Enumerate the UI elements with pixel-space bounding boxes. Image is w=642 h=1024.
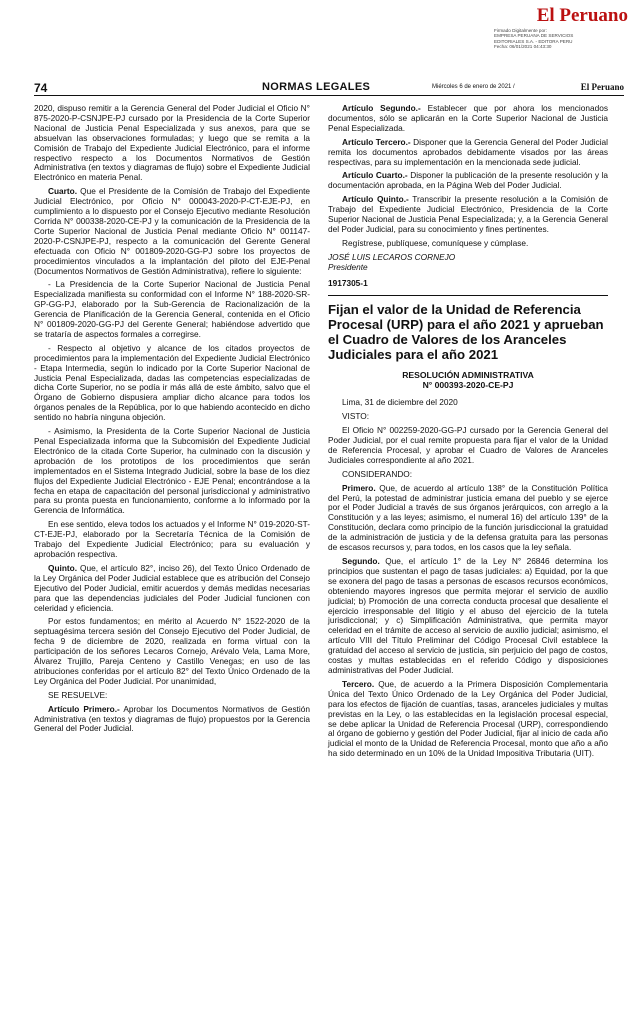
resolution-number: N° 000393-2020-CE-PJ [422,380,514,391]
signature-line: EDITORIALES S.A. - EDITORA PERU [494,38,573,44]
paragraph-text: Que, el artículo 1° de la Ley N° 26846 determina los principios que sustentan el pago de tasas judiciales: a) Equidad, por la que se exonera del pago de tasas a personas de escasos recursos económicos, obteniendo mayores ingresos que permita mejorar el servicio de auxilio judicial; b) Promoción de una correcta conducta procesal que desaliente el ejercicio irresponsable del litigio y el abuso del ejercicio de la tutela jurisdiccional; y c) Simplificación Administrativa, que permita mayor celeridad en el trámite de acceso al servicio de auxilio judicial; asimismo, el artículo VIII del Título Preliminar del Código Procesal Civil establece la gratuidad del acceso al servicio de justicia, sin perjuicio del pago de costos, costas y multas establecidas en el referido Código y disposiciones administrativas del Poder Judicial. [328,556,608,675]
article-title: Fijan el valor de la Unidad de Referencia Procesal (URP) para el año 2021 y aprueban el Cuadro de Valores de los Aranceles Judiciales para el año 2021 [328,301,604,363]
paragraph-lead: Artículo Segundo.- [342,103,421,113]
header-logo: El Peruano [580,82,624,92]
paragraph-lead: Quinto. [48,562,78,573]
paragraph: 2020, dispuso remitir a la Gerencia General del Poder Judicial el Oficio N° 875-2020-P-CSNJPE-PJ cursado por la Presidencia de la Corte Superior Nacional de Justicia Penal Especializada y sus anexos, para que se absuelvan las observaciones formuladas; y luego que se remita a la Comisión de Trabajo del Expediente Judicial Electrónico, para el informe respectivo respecto a los Documentos Normativos de Gestión Administrativa (en textos y diagramas de flujo) sobre el Expediente Judicial Electrónico en materia Penal. [34,103,310,183]
paragraph-lead: Artículo Tercero.- [342,136,411,147]
paragraph-lead: Artículo Cuarto.- [342,170,408,181]
paragraph [34,187,310,276]
right-column [328,104,608,763]
paragraph-lead: Artículo Primero.- [48,703,120,714]
paragraph [328,171,608,191]
signatory-name: JOSÉ LUIS LECAROS CORNEJO [328,251,456,262]
place-date: Lima, 31 de diciembre del 2020 [342,397,458,408]
paragraph: - Respecto al objetivo y alcance de los citados proyectos de procedimientos para la implementación del Expediente Judicial Electrónico - Etapa Intermedia, según lo indicado por la Corte Superior Nacional de Justicia Penal Especializada, dadas las competencias especializadas de dicha Corte Superior, no se podía ir más allá de este ámbito, salvo que el Órgano de Gobierno dispusiera ampliar dicho alcance para todos los órganos penales de la República, por lo que habiendo acontecido en dicho sentido no habría ninguna objeción. [34,342,310,423]
considerando-heading: CONSIDERANDO: [342,468,413,479]
paragraph-text: Establecer que por ahora los mencionados documentos, sólo se aplicarán en la Corte Superior Nacional de Justicia Penal Especializada. [328,103,608,133]
paragraph-lead: Cuarto. [48,186,78,197]
paragraph [328,484,608,553]
paragraph [328,557,608,676]
section-title: NORMAS LEGALES [262,81,371,93]
paragraph [328,680,608,759]
divider [328,295,608,296]
resolution-heading [328,370,608,390]
signature-line: Fecha: 06/01/2021 04:43:30 [494,44,552,50]
paragraph-lead: Artículo Quinto.- [342,194,409,205]
page-header [34,81,624,96]
el-peruano-logo: El Peruano [536,5,628,26]
left-column [34,104,310,738]
paragraph-text: Que, de acuerdo al artículo 138° de la Constitución Política del Perú, la potestad de administrar justicia emana del pueblo y se ejerce por el Poder Judicial a través de sus órganos jerárquicos, con arreglo a la Constitución y a las leyes; asimismo, el numeral 16) del artículo 139° de la Constitución, declara como principio de la función jurisdiccional la gratuidad de la administración de justicia y de la defensa gratuita para las personas de escasos recursos y, para todos, en los casos que la ley señala. [328,482,608,553]
paragraph [328,195,608,235]
paragraph-text: Disponer la publicación de la presente resolución y la documentación aprobada, en la Página Web del Poder Judicial. [328,170,609,191]
signature-line: EMPRESA PERUANA DE SERVICIOS [494,33,574,39]
paragraph [34,705,310,735]
paragraph: - La Presidencia de la Corte Superior Nacional de Justicia Penal Especializada manifiesta su conformidad con el Informe N° 188-2020-SR-GP-GG-PJ, elaborado por la Sub-Gerencia de Racionalización de la Gerencia de Planificación de la Gerencia General, contenida en el Oficio N° 001809-2020-GG-PJ del Gerente General; habiéndose advertido que se trataría de aspectos formales a corregirse. [34,279,310,339]
signatory-role: Presidente [328,261,368,272]
paragraph: El Oficio N° 002259-2020-GG-PJ cursado por la Gerencia General del Poder Judicial, por el cual remite propuesta para fijar el valor de la Unidad de Referencia Procesal, y aprobar el Cuadro de Valores de Aranceles Judiciales correspondiente al año 2021. [328,425,608,465]
paragraph [328,138,608,168]
paragraph-text: Que, de acuerdo a la Primera Disposición Complementaria Única del Texto Único Ordenado de la Ley Orgánica del Poder Judicial, para los efectos de fijación de cuantías, tasas, aranceles judiciales y multas previstas en la Ley, o las establecidas en la legislación procesal especial, se debe aplicar la Unidad de Referencia Procesal (URP), correspondiendo al órgano de gobierno y gestión del Poder Judicial, fijar al inicio de cada año judicial el monto de la Unidad de Referencia Procesal, monto que año a año ha sido determinado en un 10% de la Unidad Impositiva Tributaria (UIT). [328,678,608,759]
paragraph: Por estos fundamentos; en mérito al Acuerdo N° 1522-2020 de la septuagésima tercera sesión del Consejo Ejecutivo del Poder Judicial, de fecha 9 de diciembre de 2020, realizada en forma virtual con la participación de los señores Lecaros Cornejo, Arévalo Vela, Lama More, Álvarez Trujillo, Pareja Centeno y Castillo Venegas; en uso de las atribuciones conferidas por el artículo 82° del Texto Único Ordenado de la Ley Orgánica del Poder Judicial. Por unanimidad, [34,616,310,686]
signature-line: Firmado Digitalmente por: [494,28,547,33]
paragraph-lead: Tercero. [342,678,375,689]
paragraph-text: Transcribir la presente resolución a la Comisión de Trabajo del Expediente Judicial Electrónico, Presidencia de la Corte Superior Nacional de Justicia Penal Especializada; y, a la Gerencia General del Poder Judicial, para su conocimiento y fines pertinentes. [328,194,608,234]
paragraph [34,564,310,614]
visto-heading: VISTO: [342,411,370,422]
paragraph: En ese sentido, eleva todos los actuados y el Informe N° 019-2020-ST-CT-EJE-PJ, elaborado por la Secretaría Técnica de la Comisión de Trabajo del Expediente Judicial Electrónico; para su evaluación y aprobación respectiva. [34,519,310,559]
header-date: Miércoles 6 de enero de 2021 / [432,84,515,90]
page-number: 74 [34,81,48,95]
paragraph: - Asimismo, la Presidenta de la Corte Superior Nacional de Justicia Penal Especializada informa que la Subcomisión del Expediente Judicial Electrónico de la citada Corte Superior, ha culminado con la discusión y aprobación de los prototipos de los procedimientos que serán implementados en el Sistema Integrado Judicial, sobre la base de los diez flujos del Expediente Judicial Electrónico - EJE Penal; encontrándose a la fecha en etapa de capacitación del personal jurisdiccional y administrativo para su pronta puesta en funcionamiento, conforme a lo informado por la Gerencia de Informática. [34,426,310,516]
paragraph-text: Que, el artículo 82°, inciso 26), del Texto Único Ordenado de la Ley Orgánica del Poder Judicial establece que es atribución del Consejo Ejecutivo del Poder Judicial, emitir acuerdos y demás medidas necesarias para que las dependencias judiciales del Poder Judicial funcionen con celeridad y eficiencia. [34,562,310,613]
paragraph-lead: Primero. [342,482,376,493]
masthead [440,6,628,50]
digital-signature-block [440,28,628,50]
paragraph-text: Que el Presidente de la Comisión de Trabajo del Expediente Judicial Electrónico, por Oficio N° 000043-2020-P-CT-EJE-PJ, en cumplimiento a lo dispuesto por el Consejo Ejecutivo mediante Resolución Corrida N° 000338-2020-CE-PJ y la comunicación de la Presidencia de la Corte Superior Nacional de Justicia Penal mediante Oficio N° 001147-2020-P-CSNJPE-PJ, respecto a la comunicación del Gerente General efectuada con Oficio N° 001809-2020-GG-PJ sobre los proyectos de procedimientos vinculados a la implantación del piloto del EJE-Penal (Documentos Normativos de Gestión Administrativa), refiere lo siguiente: [34,186,310,276]
paragraph [328,104,608,134]
se-resuelve-heading: SE RESUELVE: [48,689,108,700]
closing-formula: Regístrese, publíquese, comuníquese y cúmplase. [342,237,529,248]
paragraph-text: Disponer que la Gerencia General del Poder Judicial remita los documentos aprobados debidamente visados por las áreas respectivas, para su implementación en la mencionada sede judicial. [328,136,608,167]
paragraph-text: Aprobar los Documentos Normativos de Gestión Administrativa (en textos y diagramas de flujo) propuestos por la Gerencia General del Poder Judicial. [34,703,311,734]
document-code: 1917305-1 [328,277,368,288]
paragraph-lead: Segundo. [342,556,380,566]
resolution-type: RESOLUCIÓN ADMINISTRATIVA [402,370,534,381]
